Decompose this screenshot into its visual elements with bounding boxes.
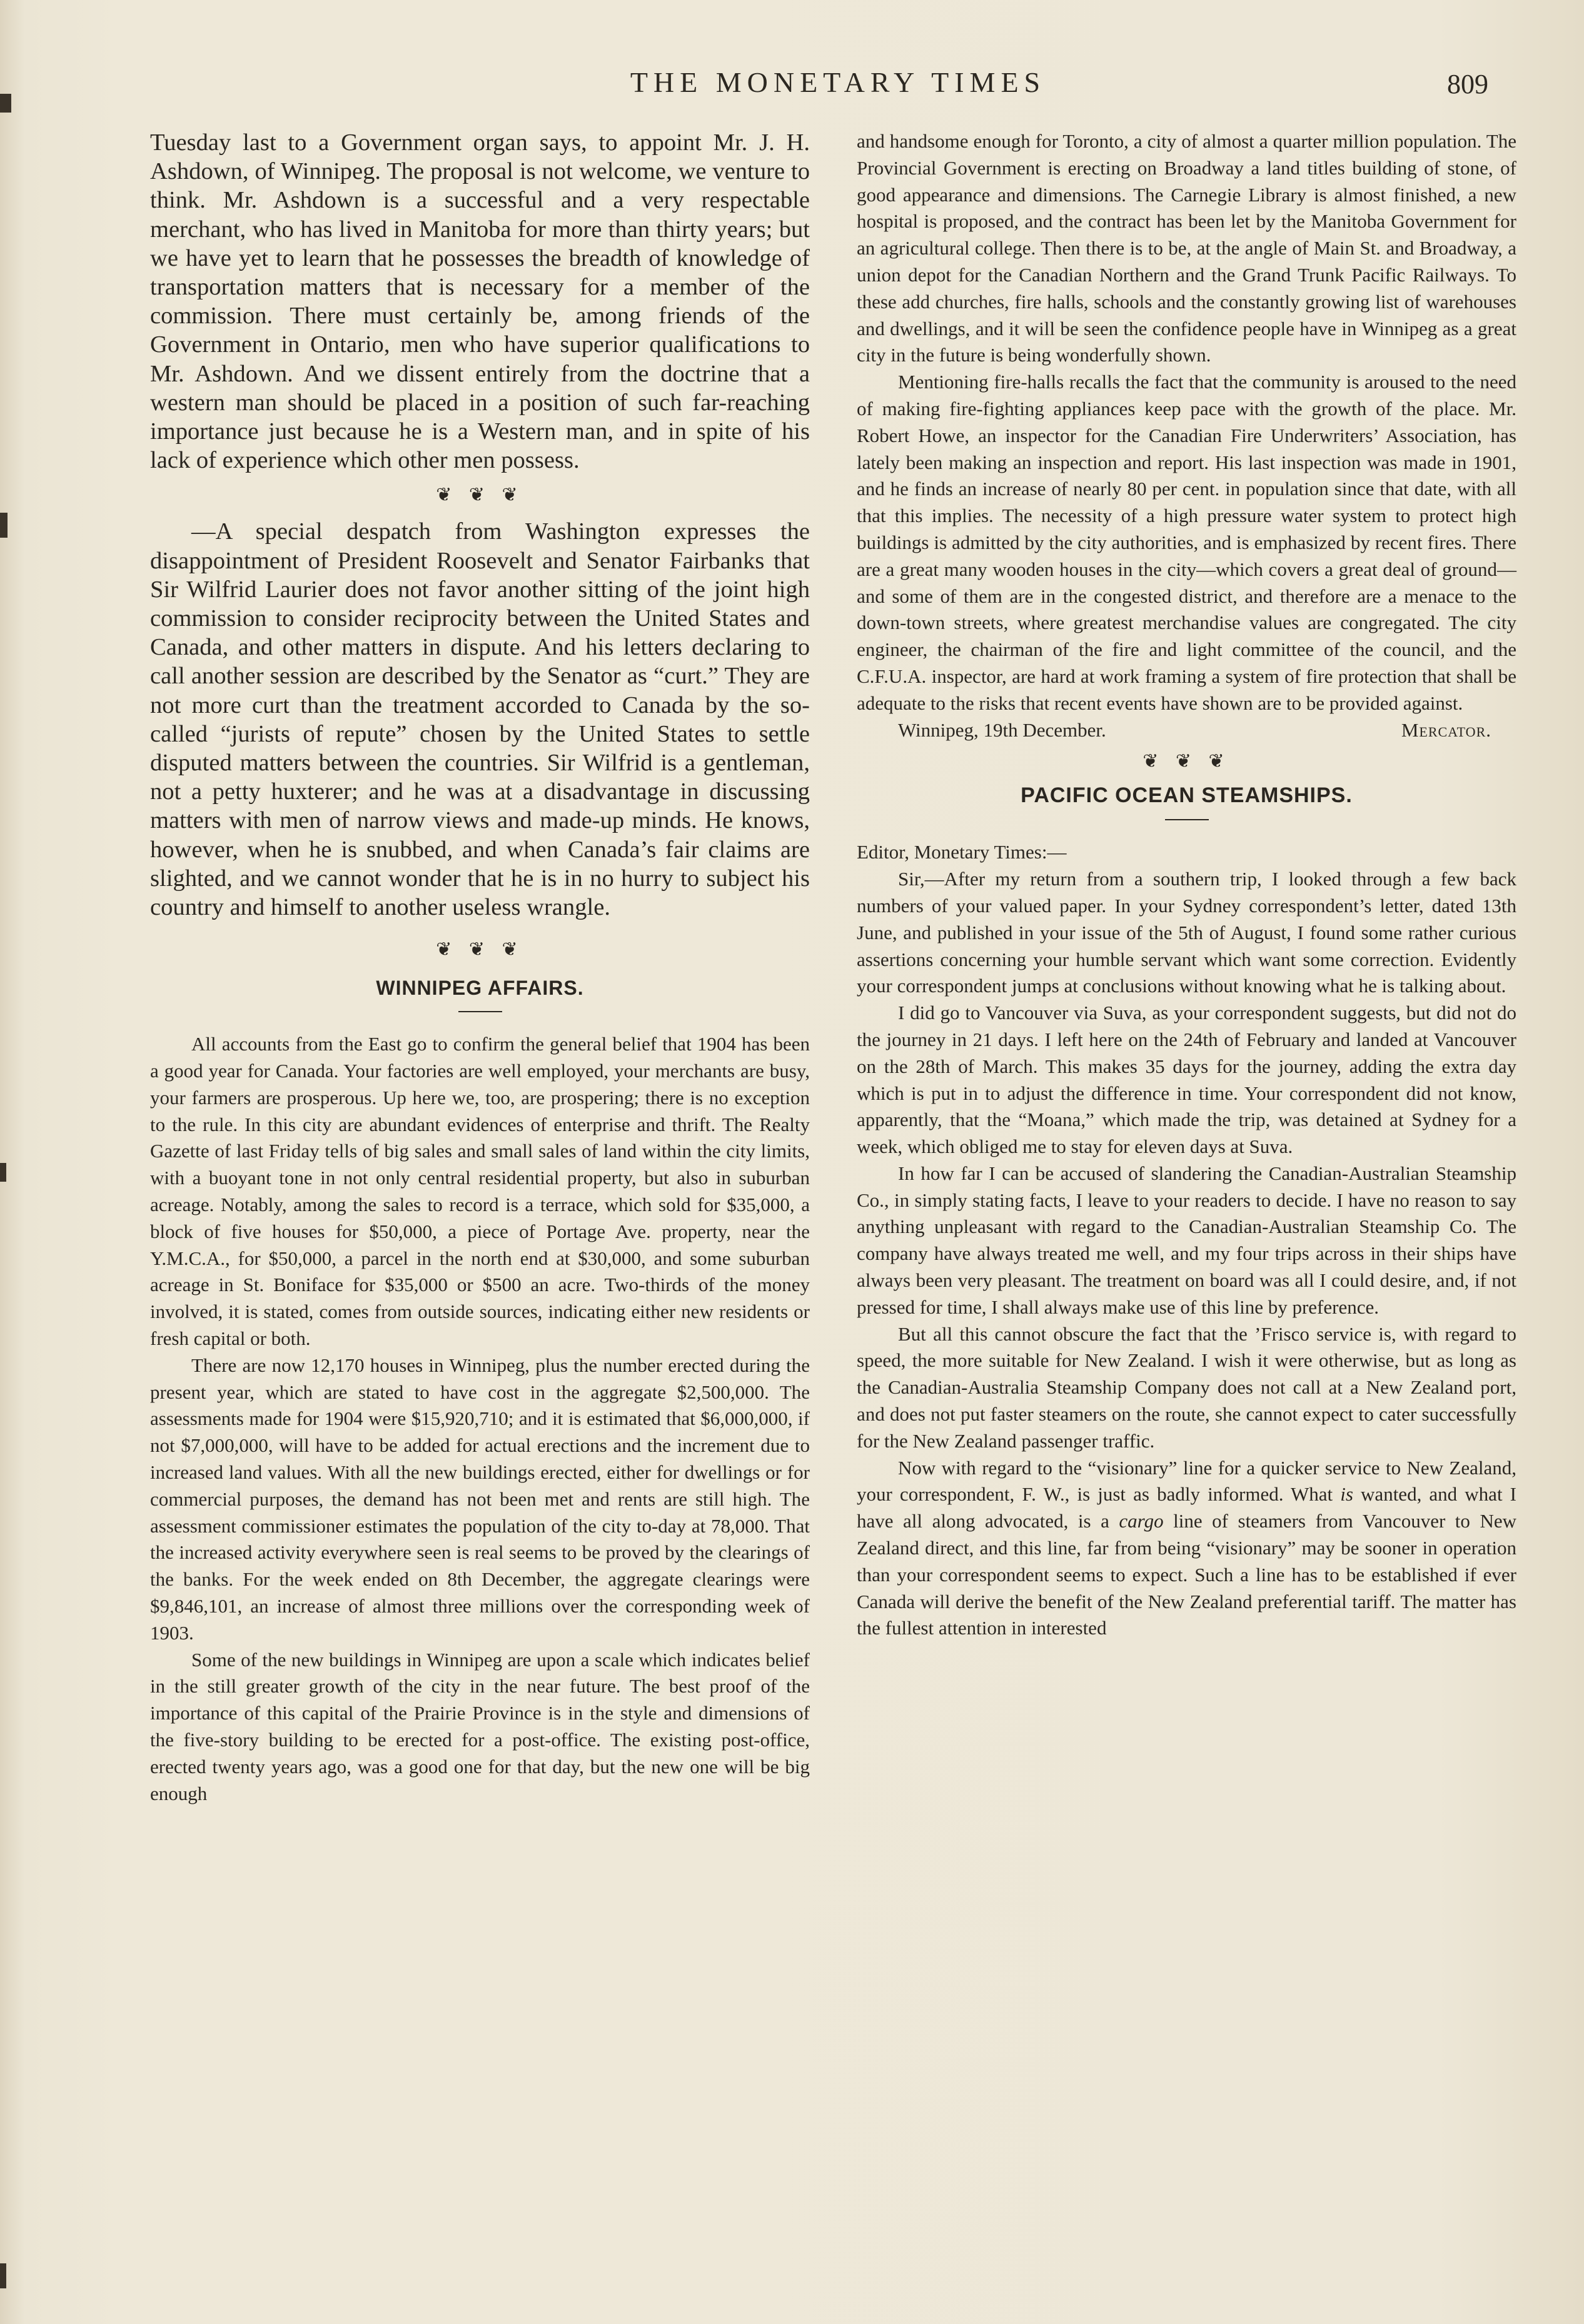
scan-edge-mark [0,2263,6,2288]
page-header [150,66,1526,109]
heading-rule [458,1011,502,1012]
emphasis-cargo: cargo [1119,1510,1164,1532]
winnipeg-paragraph: All accounts from the East go to confirm the general belief that 1904 has been a good year for Canada. Your factories are well employed, your merchants are busy, your farmers are prosperous. Up here we, too, are prospering; there is no exception to the rule. In this city are abundant evidences of enterprise and thrift. The Realty Gazette of last Friday tells of big sales and small sales of land within the city limits, with a buoyant tone in not only central residential property, but also in suburban acreage. Notably, among the sales to record is a terrace, which sold for $35,000, a block of five houses for $50,000, a piece of Portage Ave. property, near the Y.M.C.A., for $50,000, a parcel in the north end at $30,000, and some suburban acreage in St. Boniface for $35,000 or $500 an acre. Two-thirds of the money involved, it is stated, comes from outside sources, indicating either new residents or fresh capital or both. [150,1033,810,1350]
letter-paragraph: I did go to Vancouver via Suva, as your correspondent suggests, but did not do the journey in 21 days. I left here on the 24th of February and landed at Vancouver on the 28th of March. This makes 35 days for the journey, adding the extra day which is put in to adjust the difference in time. Your correspondent did not know, apparently, that the “Moana,” which made the trip, was detained at Sydney for a week, which obliged me to stay for eleven days at Suva. [857,1002,1516,1158]
fire-halls-paragraph: Mentioning fire-halls recalls the fact that the community is aroused to the need of making fire-fighting appliances keep pace with the growth of the place. Mr. Robert Howe, an inspector for the Canadian Fire Underwriters’ Association, has lately been making an inspection and report. His last inspection was made in 1901, and he finds an increase of nearly 80 per cent. in population since that date, with all that this implies. The necessity of a high pressure water system to protect high buildings is admitted by the city authorities, and is emphasized by recent fires. There are a great many wooden houses in the city—which covers a great deal of ground—and some of them are in the congested district, and therefore are a menace to the down-town streets, where greatest merchandise values are congregated. The city engineer, the chairman of the fire and light committee of the council, and the C.F.U.A. inspector, are hard at work framing a system of fire protection that shall be adequate to the risks that recent events have shown are to be provided against. [857,371,1516,714]
letter-paragraph: In how far I can be accused of slandering the Canadian-Australian Steamship Co., in simply stating facts, I leave to your readers to decide. I have no reason to say anything unpleasant with regard to the Canadian-Australian Steamship Co. The company have always treated me well, and my four trips across in their ships have always been very pleasant. The treatment on board was all I could desire, and, if not pressed for time, I shall always make use of this line by preference. [857,1162,1516,1318]
scan-edge-mark [0,1163,6,1182]
washington-paragraph: —A special despatch from Washington expresses the disappointment of President Roosevelt and Senator Fairbanks that Sir Wilfrid Laurier does not favor another sitting of the joint high commission to consider reciprocity between the United States and Canada, and other matters in dispute. And his letters declaring to call another session are described by the Senator as “curt.” They are not more curt than the treatment accorded to Canada by the so-called “jurists of repute” chosen by the United States to settle disputed matters between the countries. Sir Wilfrid is a gentleman, not a petty huxterer; and he was at a disadvantage in discussing matters with men of narrow views and made-up minds. He knows, however, when he is snubbed, and when Canada’s fair claims are slighted, and we cannot wonder that he is in no hurry to subject his country and himself to another useless wrangle. [150,518,810,921]
letter-paragraph: But all this cannot obscure the fact that the ’Frisco service is, with regard to speed, the more suitable for New Zealand. I wish it were otherwise, but as long as the Canadian-Australia Steamship Company does not call at a New Zealand port, and does not put faster steamers on the route, she cannot expect to cater successfully for the New Zealand passenger traffic. [857,1322,1516,1452]
section-divider: ❦ ❦ ❦ [436,939,524,960]
signoff-place-date: Winnipeg, 19th December. [898,718,1106,741]
visionary-paragraph [857,1455,1516,1642]
winnipeg-continued-paragraph: and handsome enough for Toronto, a city of almost a quarter million population. The Provincial Government is erecting on Broadway a land titles building of stone, of good appearance and dimensions. The Carnegie Library is almost finished, a new hospital is proposed, and the contract has been let by the Manitoba Government for an agricultural college. Then there is to be, at the angle of Main St. and Broadway, a union depot for the Canadian Northern and the Grand Trunk Pacific Railways. To these add churches, fire halls, schools and the constantly growing list of warehouses and dwellings, and it will be seen the confidence people have in Winnipeg as a great city in the future is being wonderfully shown. [857,130,1516,366]
page-number: 809 [1447,69,1488,99]
letter-salutation: Editor, Monetary Times:— [857,841,1067,863]
visionary-text: line of steamers from Vancouver to New Zealand direct, and this line, far from being “visionary” may be sooner in operation than your correspondent seems to expect. Such a line has to be established if ever Canada will derive the benefit of the New Zealand preferential tariff. The matter has the fullest attention in interested [857,1510,1516,1639]
visionary-text: Now with regard to the “visionary” line for a quicker service to New Zealand, your correspondent, F. W., is just as badly informed. What [857,1456,1516,1506]
winnipeg-paragraph: Some of the new buildings in Winnipeg are upon a scale which indicates belief in the still greater growth of the city in the near future. The best proof of the importance of this capital of the Prairie Province is in the style and dimensions of the five-story building to be erected for a post-office. The existing post-office, erected twenty years ago, was a good one for that day, but the new one will be big enough [150,1648,810,1804]
visionary-text: wanted, and what I have all along advocated, is a [857,1483,1516,1532]
signoff-author: Mercator. [1401,718,1491,741]
winnipeg-affairs-heading: WINNIPEG AFFAIRS. [376,977,584,1000]
scan-edge-mark [0,94,11,113]
right-column [857,128,1516,1642]
winnipeg-paragraph: There are now 12,170 houses in Winnipeg, plus the number erected during the present year, which are stated to have cost in the aggregate $2,500,000. The assessments made for 1904 were $15,920,710; and it is estimated that $6,000,000, if not $7,000,000, will have to be added for actual erections and the increment due to increased land values. With all the new buildings erected, either for dwellings or for commercial purposes, the demand has not been met and rents are still high. The assessment commissioner estimates the population of the city to-day at 78,000. That the increased activity everywhere seen is real seems to be proved by the clearings of the banks. For the week ended on 8th December, the aggregate clearings were $9,846,101, an increase of almost three millions over the corresponding week of 1903. [150,1354,810,1644]
pacific-steamships-heading: PACIFIC OCEAN STEAMSHIPS. [1021,783,1353,808]
scan-edge-mark [0,513,8,538]
section-divider: ❦ ❦ ❦ [1143,751,1231,772]
letter-paragraph: Sir,—After my return from a southern trip, I looked through a few back numbers of your valued paper. In your Sydney correspondent’s letter, dated 13th June, and published in your issue of the 5th of August, I found some rather curious assertions concerning your humble servant which want some correction. Evidently your correspondent jumps at conclusions without knowing what he is talking about. [857,868,1516,997]
article-signoff [857,717,1516,744]
masthead-title: THE MONETARY TIMES [630,66,1046,98]
emphasis-is: is [1340,1483,1353,1506]
section-divider: ❦ ❦ ❦ [436,485,524,506]
heading-rule [1165,819,1209,820]
left-column [150,128,810,1807]
ashdown-paragraph: Tuesday last to a Government organ says, to appoint Mr. J. H. Ashdown, of Winnipeg. The proposal is not welcome, we venture to think. Mr. Ashdown is a successful and a very respectable merchant, who has lived in Manitoba for more than thirty years; but we have yet to learn that he possesses the breadth of knowledge of transportation matters that is necessary for a member of the commission. There must certainly be, among friends of the Government in Ontario, men who have superior qualifications to Mr. Ashdown. And we dissent entirely from the doctrine that a western man should be placed in a position of such far-reaching importance just because he is a Western man, and in spite of his lack of experience which other men possess. [150,129,810,474]
